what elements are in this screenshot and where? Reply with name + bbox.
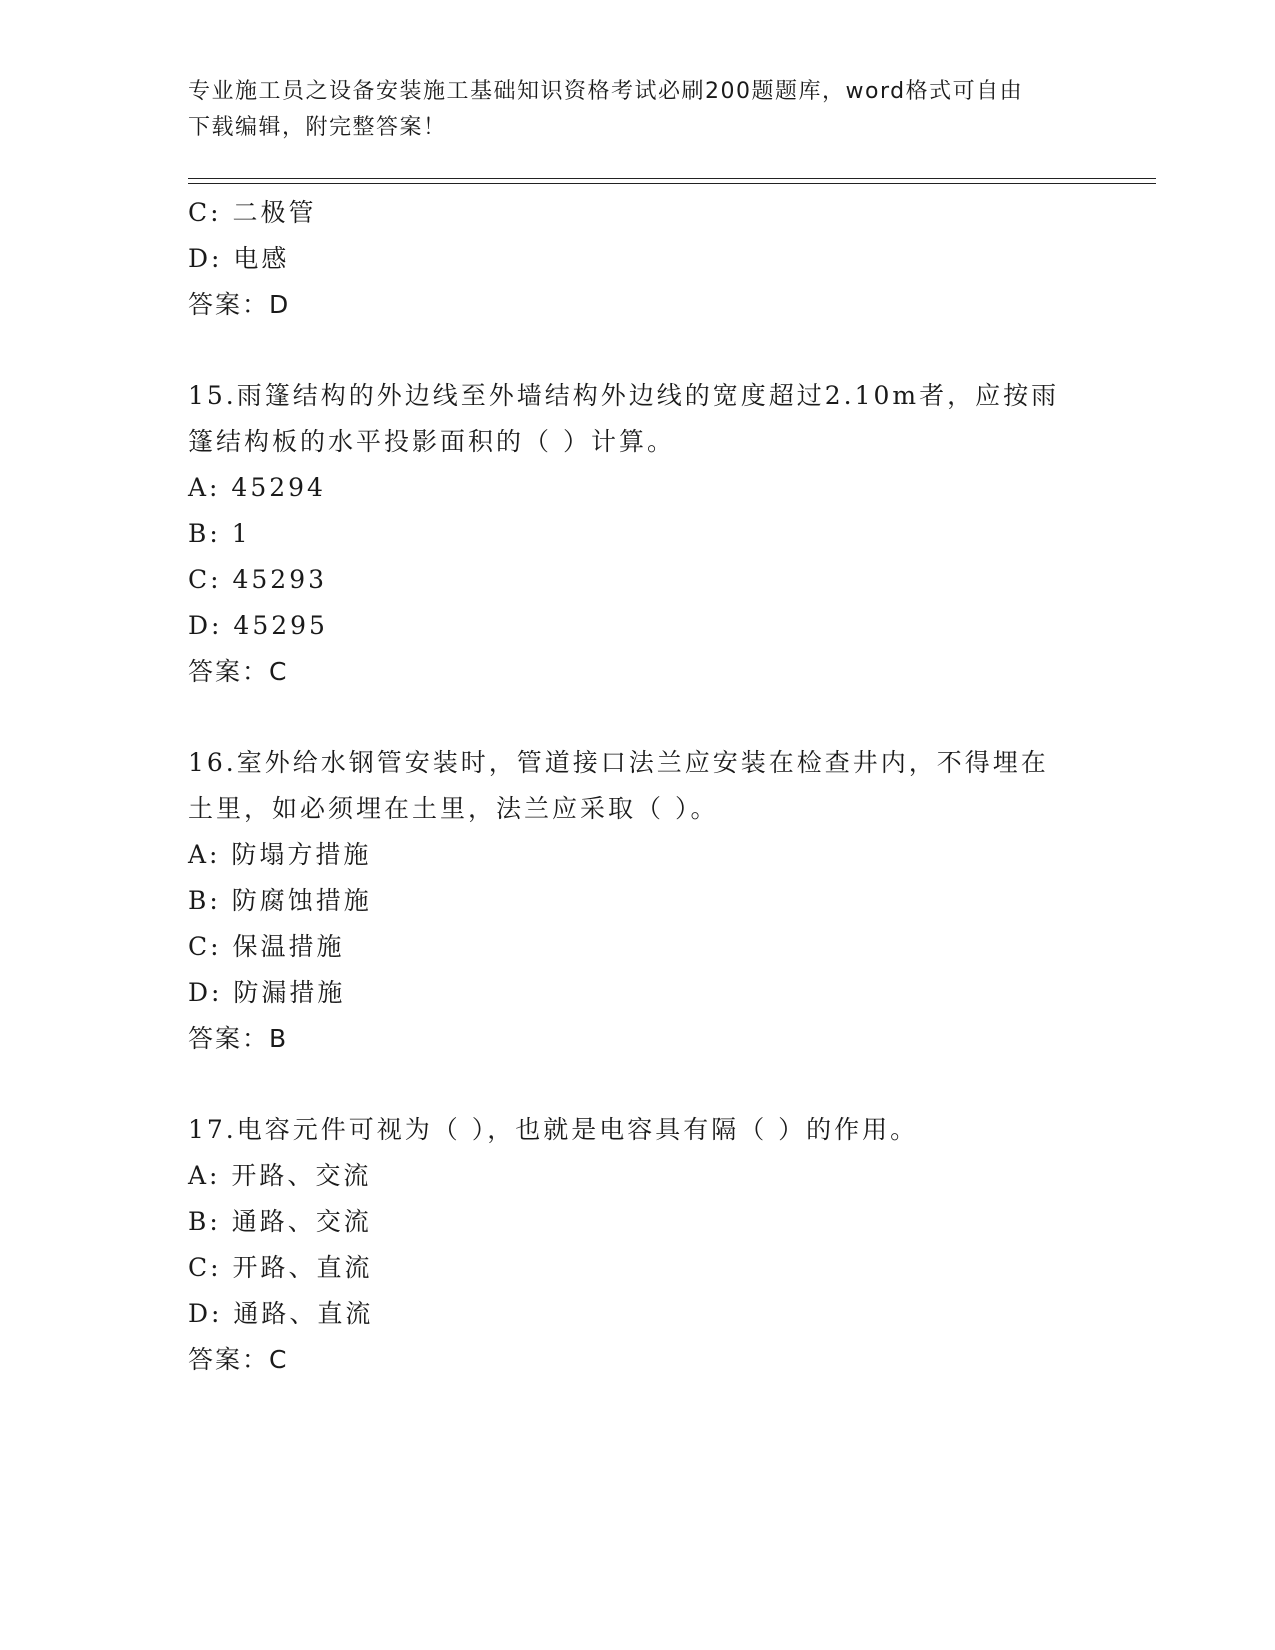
option-a: A: 开路、交流 [188, 1161, 372, 1190]
option-d: D: 通路、直流 [188, 1299, 374, 1328]
header-divider-top [188, 178, 1156, 179]
header-line-1: 专业施工员之设备安装施工基础知识资格考试必刷200题题库，word格式可自由 [188, 79, 1024, 104]
option-d: D: 电感 [188, 244, 290, 273]
option-d: D: 防漏措施 [188, 978, 346, 1007]
answer-line: 答案：D [188, 290, 291, 319]
document-header [188, 74, 1068, 146]
header-line-2: 下载编辑，附完整答案！ [188, 115, 447, 140]
answer-line: 答案：B [188, 1024, 289, 1053]
option-c: C: 45293 [188, 565, 328, 594]
question-text-line: 15.雨篷结构的外边线至外墙结构外边线的宽度超过2.10m者，应按雨 [188, 381, 1060, 410]
option-d: D: 45295 [188, 611, 328, 640]
question-17 [188, 1107, 1088, 1383]
option-b: B: 通路、交流 [188, 1207, 372, 1236]
question-text-line: 土里，如必须埋在土里，法兰应采取（ ）。 [188, 794, 719, 823]
option-a: A: 45294 [188, 473, 326, 502]
answer-line: 答案：C [188, 657, 289, 686]
option-c: C: 保温措施 [188, 932, 345, 961]
question-16 [188, 740, 1088, 1062]
header-divider-bottom [188, 183, 1156, 184]
option-c: C: 二极管 [188, 198, 317, 227]
option-b: B: 防腐蚀措施 [188, 886, 372, 915]
option-b: B: 1 [188, 519, 251, 548]
option-c: C: 开路、直流 [188, 1253, 373, 1282]
previous-question-tail [188, 190, 1088, 328]
question-text-line: 16.室外给水钢管安装时，管道接口法兰应安装在检查井内，不得埋在 [188, 748, 1049, 777]
option-a: A: 防塌方措施 [188, 840, 372, 869]
question-list [188, 190, 1088, 1383]
question-15 [188, 373, 1088, 695]
question-text-line: 17.电容元件可视为（ ），也就是电容具有隔（ ）的作用。 [188, 1115, 919, 1144]
question-text-line: 篷结构板的水平投影面积的（ ）计算。 [188, 427, 675, 456]
answer-line: 答案：C [188, 1345, 289, 1374]
